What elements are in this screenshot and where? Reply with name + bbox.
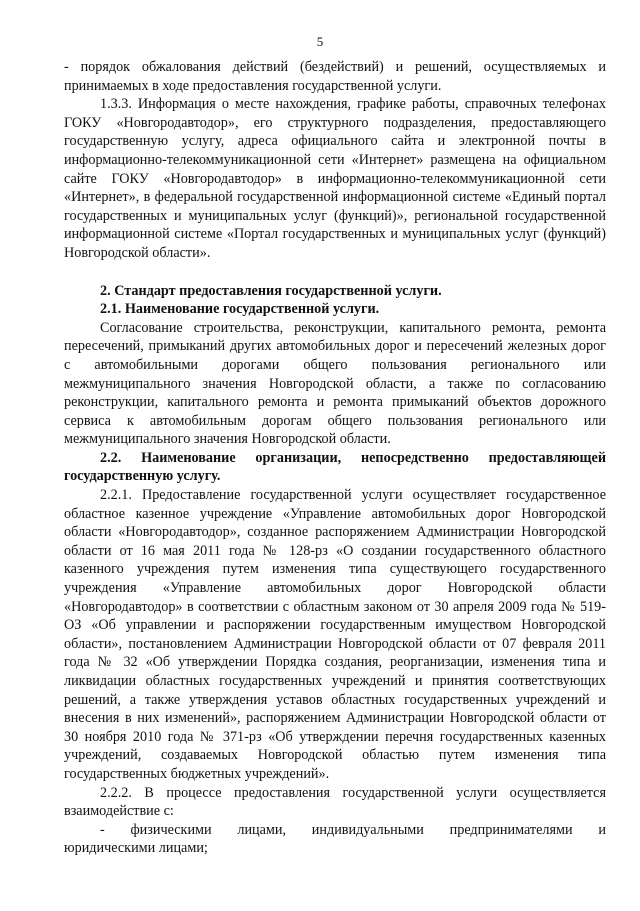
section-spacer <box>64 263 606 282</box>
section-heading-2: 2. Стандарт предоставления государственной услуги. <box>100 282 442 299</box>
paragraph-2-2-2: 2.2.2. В процессе предоставления государственной услуги осуществляется взаимодействие с: <box>64 784 606 820</box>
subsection-heading-2-2: 2.2. Наименование организации, непосредственно предоставляющей государственную услугу. <box>64 449 606 485</box>
paragraph-2-1: Согласование строительства, реконструкции, капитального ремонта, ремонта пересечений, примыканий других автомобильных дорог и пересечений железных дорог с автомобильными дорогами общего пользования регионального или межмуниципального значения Новгородской области, а также по согласованию реконструкции, капитального ремонта и ремонта примыканий объектов дорожного сервиса к автомобильным дорогам общего пользования регионального или межмуниципального значения Новгородской области. <box>64 319 606 448</box>
list-word: индивидуальными <box>311 821 424 838</box>
intro-list-item: - порядок обжалования действий (бездействий) и решений, осуществляемых и принимаемых в ходе предоставления государственной услуги. <box>64 59 606 94</box>
list-word: предпринимателями <box>449 821 573 838</box>
document-body <box>64 58 606 858</box>
subsection-heading-2-1: 2.1. Наименование государственной услуги. <box>100 301 380 318</box>
list-word: лицами, <box>237 821 287 838</box>
list-dash: - <box>100 821 105 838</box>
list-word: и <box>598 821 606 838</box>
page-number: 5 <box>316 34 324 49</box>
paragraph-2-2-1: 2.2.1. Предоставление государственной услуги осуществляет государственное областное казенное учреждение «Управление автомобильных дорог Новгородской области «Новгородавтодор», созданное распоряжением Администрации Новгородской области от 16 мая 2011 года № 128-рз «О создании государственного областного казенного учреждения путем изменения типа существующего государственного учреждения «Управление автомобильных дорог Новгородской области «Новгородавтодор» в соответствии с областным законом от 30 апреля 2009 года № 519-ОЗ «Об управлении и распоряжении государственным имуществом Новгородской области», постановлением Администрации Новгородской области от 07 февраля 2011 года № 32 «Об утверждении Порядка создания, реорганизации, изменения типа и ликвидации областных государственных учреждений и принятия соответствующих решений, а также утверждения уставов областных государственных учреждений и внесения в них изменений», распоряжением Администрации Новгородской области от 30 ноября 2010 года № 371-рз «Об утверждении перечня государственных казенных учреждений, создаваемых Новгородской областью путем изменения типа государственных бюджетных учреждений». <box>64 487 606 782</box>
list-item-individuals <box>100 821 606 840</box>
paragraph-1-3-3: 1.3.3. Информация о месте нахождения, графике работы, справочных телефонах ГОКУ «Новгородавтодор», его структурного подразделения, предоставляющего государственную услугу, адреса официального сайта и электронной почты в информационно-телекоммуникационной сети «Интернет» размещена на официальном сайте ГОКУ «Новгородавтодор» в информационно-телекоммуникационной сети «Интернет», в федеральной государственной информационной системе «Единый портал государственных и муниципальных услуг (функций)», региональной государственной информационной системе «Портал государственных и муниципальных услуг (функций) Новгородской области». <box>64 96 606 261</box>
list-item-continuation: юридическими лицами; <box>64 840 208 857</box>
list-word: физическими <box>130 821 212 838</box>
